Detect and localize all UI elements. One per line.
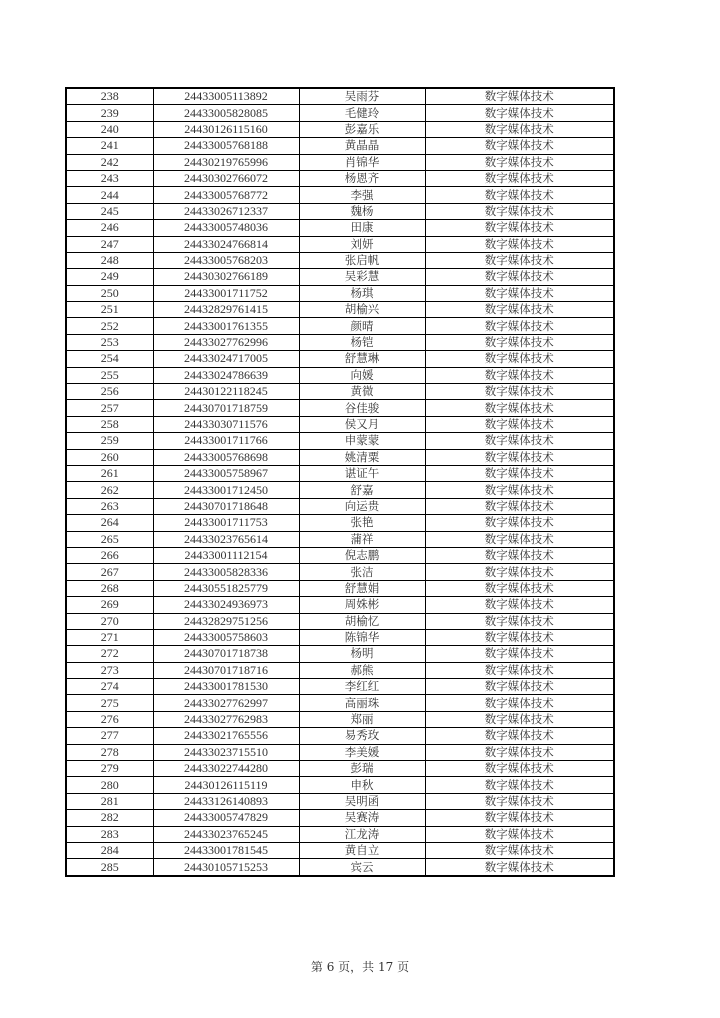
- row-number-cell: 260: [66, 449, 153, 465]
- student-id-cell: 24433021765556: [153, 728, 299, 744]
- student-id-cell: 24433024717005: [153, 351, 299, 367]
- student-name-cell: 黄微: [299, 384, 425, 400]
- major-cell: 数字媒体技术: [425, 302, 614, 318]
- table-row: [66, 154, 614, 170]
- major-cell: 数字媒体技术: [425, 351, 614, 367]
- row-number-cell: 277: [66, 728, 153, 744]
- student-name-cell: 申秋: [299, 777, 425, 793]
- table-row: [66, 220, 614, 236]
- table-row: [66, 564, 614, 580]
- row-number-cell: 271: [66, 629, 153, 645]
- row-number-cell: 259: [66, 433, 153, 449]
- student-id-cell: 24430701718716: [153, 662, 299, 678]
- row-number-cell: 258: [66, 416, 153, 432]
- table-row: [66, 679, 614, 695]
- student-name-cell: 谌证午: [299, 465, 425, 481]
- major-cell: 数字媒体技术: [425, 761, 614, 777]
- table-row: [66, 236, 614, 252]
- row-number-cell: 238: [66, 88, 153, 105]
- major-cell: 数字媒体技术: [425, 416, 614, 432]
- student-id-cell: 24433005768203: [153, 252, 299, 268]
- row-number-cell: 282: [66, 810, 153, 826]
- major-cell: 数字媒体技术: [425, 613, 614, 629]
- student-id-cell: 24430126115160: [153, 121, 299, 137]
- student-name-cell: 肖锦华: [299, 154, 425, 170]
- page-footer: [0, 958, 720, 975]
- student-id-cell: 24433005747829: [153, 810, 299, 826]
- table-row: [66, 465, 614, 481]
- table-row: [66, 662, 614, 678]
- major-cell: 数字媒体技术: [425, 203, 614, 219]
- row-number-cell: 273: [66, 662, 153, 678]
- student-name-cell: 姚清粟: [299, 449, 425, 465]
- student-id-cell: 24430551825779: [153, 580, 299, 596]
- table-body: [66, 88, 614, 876]
- row-number-cell: 252: [66, 318, 153, 334]
- row-number-cell: 242: [66, 154, 153, 170]
- table-row: [66, 482, 614, 498]
- student-name-cell: 杨恩齐: [299, 170, 425, 186]
- table-row: [66, 88, 614, 105]
- student-list-table: [65, 87, 615, 877]
- major-cell: 数字媒体技术: [425, 138, 614, 154]
- student-id-cell: 24433001761355: [153, 318, 299, 334]
- major-cell: 数字媒体技术: [425, 367, 614, 383]
- major-cell: 数字媒体技术: [425, 482, 614, 498]
- student-name-cell: 吴明函: [299, 793, 425, 809]
- row-number-cell: 244: [66, 187, 153, 203]
- student-name-cell: 杨明: [299, 646, 425, 662]
- table-row: [66, 613, 614, 629]
- student-name-cell: 杨铠: [299, 334, 425, 350]
- student-name-cell: 刘妍: [299, 236, 425, 252]
- student-id-cell: 24433027762983: [153, 711, 299, 727]
- row-number-cell: 262: [66, 482, 153, 498]
- student-name-cell: 黄自立: [299, 842, 425, 858]
- row-number-cell: 281: [66, 793, 153, 809]
- student-id-cell: 24430701718759: [153, 400, 299, 416]
- student-id-cell: 24430302766072: [153, 170, 299, 186]
- major-cell: 数字媒体技术: [425, 679, 614, 695]
- major-cell: 数字媒体技术: [425, 269, 614, 285]
- row-number-cell: 283: [66, 826, 153, 842]
- student-id-cell: 24433001781530: [153, 679, 299, 695]
- student-name-cell: 郝熊: [299, 662, 425, 678]
- row-number-cell: 274: [66, 679, 153, 695]
- major-cell: 数字媒体技术: [425, 842, 614, 858]
- student-name-cell: 侯又月: [299, 416, 425, 432]
- row-number-cell: 241: [66, 138, 153, 154]
- table-row: [66, 367, 614, 383]
- student-id-cell: 24430302766189: [153, 269, 299, 285]
- row-number-cell: 270: [66, 613, 153, 629]
- table-row: [66, 826, 614, 842]
- table-row: [66, 351, 614, 367]
- table-row: [66, 646, 614, 662]
- major-cell: 数字媒体技术: [425, 859, 614, 876]
- major-cell: 数字媒体技术: [425, 154, 614, 170]
- student-name-cell: 申蒙蒙: [299, 433, 425, 449]
- table-row: [66, 711, 614, 727]
- major-cell: 数字媒体技术: [425, 170, 614, 186]
- row-number-cell: 280: [66, 777, 153, 793]
- major-cell: 数字媒体技术: [425, 318, 614, 334]
- page-number-text: 第 6 页，共 17 页: [310, 960, 410, 974]
- major-cell: 数字媒体技术: [425, 564, 614, 580]
- table-row: [66, 859, 614, 876]
- row-number-cell: 250: [66, 285, 153, 301]
- major-cell: 数字媒体技术: [425, 695, 614, 711]
- table-row: [66, 416, 614, 432]
- major-cell: 数字媒体技术: [425, 252, 614, 268]
- student-id-cell: 24430105715253: [153, 859, 299, 876]
- major-cell: 数字媒体技术: [425, 400, 614, 416]
- row-number-cell: 246: [66, 220, 153, 236]
- student-id-cell: 24433024936973: [153, 597, 299, 613]
- student-id-cell: 24430219765996: [153, 154, 299, 170]
- row-number-cell: 263: [66, 498, 153, 514]
- table-row: [66, 728, 614, 744]
- major-cell: 数字媒体技术: [425, 384, 614, 400]
- student-id-cell: 24433005828336: [153, 564, 299, 580]
- student-id-cell: 24433005758603: [153, 629, 299, 645]
- table-row: [66, 695, 614, 711]
- student-id-cell: 24433001112154: [153, 547, 299, 563]
- student-name-cell: 颜晴: [299, 318, 425, 334]
- row-number-cell: 284: [66, 842, 153, 858]
- table-row: [66, 531, 614, 547]
- table-row: [66, 761, 614, 777]
- student-name-cell: 蒲祥: [299, 531, 425, 547]
- table-row: [66, 597, 614, 613]
- major-cell: 数字媒体技术: [425, 777, 614, 793]
- student-id-cell: 24433024766814: [153, 236, 299, 252]
- major-cell: 数字媒体技术: [425, 88, 614, 105]
- row-number-cell: 266: [66, 547, 153, 563]
- student-id-cell: 24433001711766: [153, 433, 299, 449]
- table-row: [66, 252, 614, 268]
- student-id-cell: 24430126115119: [153, 777, 299, 793]
- row-number-cell: 261: [66, 465, 153, 481]
- student-name-cell: 田康: [299, 220, 425, 236]
- row-number-cell: 255: [66, 367, 153, 383]
- student-id-cell: 24433005768772: [153, 187, 299, 203]
- row-number-cell: 285: [66, 859, 153, 876]
- row-number-cell: 248: [66, 252, 153, 268]
- row-number-cell: 268: [66, 580, 153, 596]
- table-row: [66, 105, 614, 121]
- major-cell: 数字媒体技术: [425, 580, 614, 596]
- major-cell: 数字媒体技术: [425, 236, 614, 252]
- student-id-cell: 24432829761415: [153, 302, 299, 318]
- student-id-cell: 24433024786639: [153, 367, 299, 383]
- table-row: [66, 384, 614, 400]
- student-id-cell: 24433126140893: [153, 793, 299, 809]
- table-row: [66, 793, 614, 809]
- student-name-cell: 易秀玫: [299, 728, 425, 744]
- student-name-cell: 彭瑞: [299, 761, 425, 777]
- student-id-cell: 24433005113892: [153, 88, 299, 105]
- table-row: [66, 318, 614, 334]
- table-row: [66, 400, 614, 416]
- student-name-cell: 李强: [299, 187, 425, 203]
- table-row: [66, 547, 614, 563]
- student-name-cell: 周姝彬: [299, 597, 425, 613]
- student-name-cell: 李美媛: [299, 744, 425, 760]
- table-row: [66, 302, 614, 318]
- major-cell: 数字媒体技术: [425, 629, 614, 645]
- table-row: [66, 203, 614, 219]
- table-row: [66, 334, 614, 350]
- student-id-cell: 24433027762996: [153, 334, 299, 350]
- major-cell: 数字媒体技术: [425, 531, 614, 547]
- row-number-cell: 243: [66, 170, 153, 186]
- row-number-cell: 265: [66, 531, 153, 547]
- student-id-cell: 24433001711753: [153, 515, 299, 531]
- major-cell: 数字媒体技术: [425, 334, 614, 350]
- major-cell: 数字媒体技术: [425, 220, 614, 236]
- row-number-cell: 253: [66, 334, 153, 350]
- row-number-cell: 279: [66, 761, 153, 777]
- student-id-cell: 24433005768188: [153, 138, 299, 154]
- student-id-cell: 24433005828085: [153, 105, 299, 121]
- major-cell: 数字媒体技术: [425, 105, 614, 121]
- student-id-cell: 24433001711752: [153, 285, 299, 301]
- student-name-cell: 郑丽: [299, 711, 425, 727]
- major-cell: 数字媒体技术: [425, 465, 614, 481]
- major-cell: 数字媒体技术: [425, 515, 614, 531]
- major-cell: 数字媒体技术: [425, 793, 614, 809]
- student-id-cell: 24430701718648: [153, 498, 299, 514]
- student-name-cell: 吴彩慧: [299, 269, 425, 285]
- student-id-cell: 24433005748036: [153, 220, 299, 236]
- student-id-cell: 24433023715510: [153, 744, 299, 760]
- student-name-cell: 张艳: [299, 515, 425, 531]
- student-name-cell: 毛健玲: [299, 105, 425, 121]
- row-number-cell: 240: [66, 121, 153, 137]
- major-cell: 数字媒体技术: [425, 646, 614, 662]
- table-row: [66, 580, 614, 596]
- table-row: [66, 515, 614, 531]
- student-name-cell: 宾云: [299, 859, 425, 876]
- table-row: [66, 121, 614, 137]
- major-cell: 数字媒体技术: [425, 744, 614, 760]
- student-id-cell: 24433023765614: [153, 531, 299, 547]
- student-name-cell: 谷佳骏: [299, 400, 425, 416]
- table-row: [66, 777, 614, 793]
- major-cell: 数字媒体技术: [425, 285, 614, 301]
- major-cell: 数字媒体技术: [425, 433, 614, 449]
- row-number-cell: 247: [66, 236, 153, 252]
- major-cell: 数字媒体技术: [425, 187, 614, 203]
- student-name-cell: 胡榆忆: [299, 613, 425, 629]
- student-name-cell: 吴赛涛: [299, 810, 425, 826]
- major-cell: 数字媒体技术: [425, 662, 614, 678]
- table-row: [66, 629, 614, 645]
- student-name-cell: 吴雨芬: [299, 88, 425, 105]
- major-cell: 数字媒体技术: [425, 728, 614, 744]
- major-cell: 数字媒体技术: [425, 597, 614, 613]
- row-number-cell: 239: [66, 105, 153, 121]
- student-name-cell: 舒慧娟: [299, 580, 425, 596]
- student-name-cell: 向媛: [299, 367, 425, 383]
- row-number-cell: 257: [66, 400, 153, 416]
- student-id-cell: 24433001712450: [153, 482, 299, 498]
- student-name-cell: 陈锦华: [299, 629, 425, 645]
- row-number-cell: 267: [66, 564, 153, 580]
- student-id-cell: 24433023765245: [153, 826, 299, 842]
- student-id-cell: 24430701718738: [153, 646, 299, 662]
- major-cell: 数字媒体技术: [425, 711, 614, 727]
- student-name-cell: 彭嘉乐: [299, 121, 425, 137]
- table-row: [66, 842, 614, 858]
- student-id-cell: 24433030711576: [153, 416, 299, 432]
- student-name-cell: 李红红: [299, 679, 425, 695]
- row-number-cell: 264: [66, 515, 153, 531]
- major-cell: 数字媒体技术: [425, 449, 614, 465]
- student-name-cell: 江龙涛: [299, 826, 425, 842]
- table-row: [66, 269, 614, 285]
- student-name-cell: 胡榆兴: [299, 302, 425, 318]
- student-id-cell: 24433005758967: [153, 465, 299, 481]
- table-row: [66, 498, 614, 514]
- student-id-cell: 24433027762997: [153, 695, 299, 711]
- student-name-cell: 倪志鹏: [299, 547, 425, 563]
- major-cell: 数字媒体技术: [425, 826, 614, 842]
- row-number-cell: 276: [66, 711, 153, 727]
- student-id-cell: 24433022744280: [153, 761, 299, 777]
- student-id-cell: 24430122118245: [153, 384, 299, 400]
- major-cell: 数字媒体技术: [425, 121, 614, 137]
- student-name-cell: 高丽珠: [299, 695, 425, 711]
- table-row: [66, 138, 614, 154]
- student-name-cell: 向运贵: [299, 498, 425, 514]
- major-cell: 数字媒体技术: [425, 498, 614, 514]
- row-number-cell: 251: [66, 302, 153, 318]
- row-number-cell: 275: [66, 695, 153, 711]
- row-number-cell: 278: [66, 744, 153, 760]
- table-row: [66, 449, 614, 465]
- major-cell: 数字媒体技术: [425, 547, 614, 563]
- student-id-cell: 24433001781545: [153, 842, 299, 858]
- table-row: [66, 187, 614, 203]
- table-row: [66, 285, 614, 301]
- table-row: [66, 433, 614, 449]
- student-name-cell: 舒嘉: [299, 482, 425, 498]
- table-row: [66, 744, 614, 760]
- student-name-cell: 张洁: [299, 564, 425, 580]
- student-name-cell: 魏杨: [299, 203, 425, 219]
- student-name-cell: 杨琪: [299, 285, 425, 301]
- row-number-cell: 269: [66, 597, 153, 613]
- student-name-cell: 张启帆: [299, 252, 425, 268]
- major-cell: 数字媒体技术: [425, 810, 614, 826]
- row-number-cell: 254: [66, 351, 153, 367]
- student-name-cell: 舒慧琳: [299, 351, 425, 367]
- student-id-cell: 24433026712337: [153, 203, 299, 219]
- table-row: [66, 170, 614, 186]
- table-row: [66, 810, 614, 826]
- row-number-cell: 249: [66, 269, 153, 285]
- student-name-cell: 黄晶晶: [299, 138, 425, 154]
- student-id-cell: 24432829751256: [153, 613, 299, 629]
- row-number-cell: 245: [66, 203, 153, 219]
- row-number-cell: 272: [66, 646, 153, 662]
- student-id-cell: 24433005768698: [153, 449, 299, 465]
- row-number-cell: 256: [66, 384, 153, 400]
